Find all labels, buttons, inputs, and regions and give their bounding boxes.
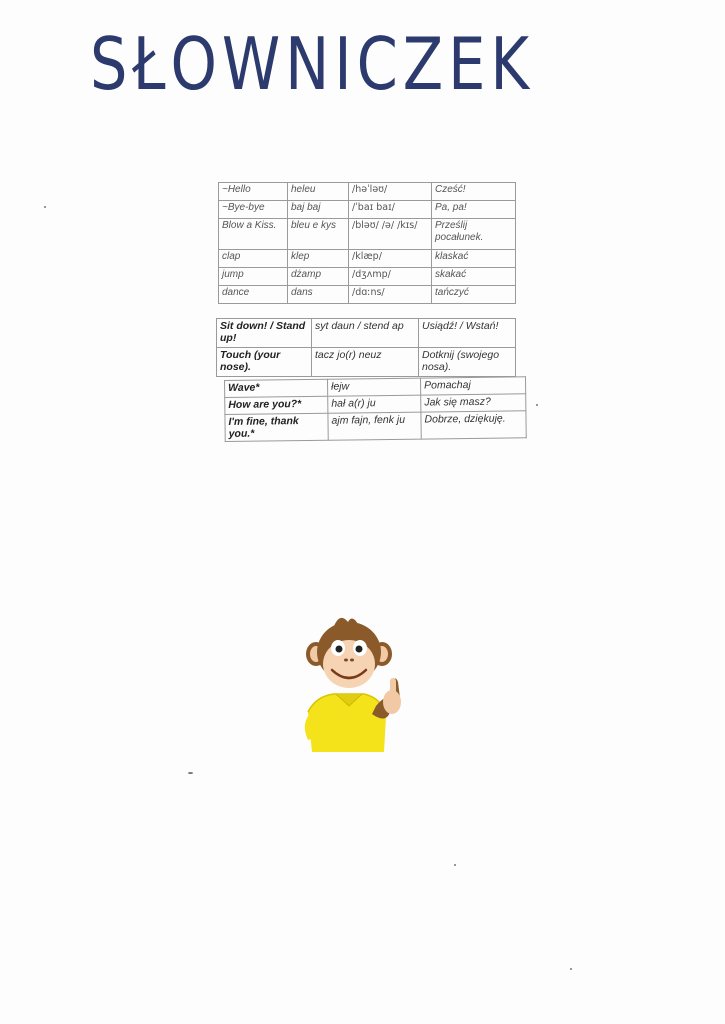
speck — [188, 772, 193, 774]
polish-cell: klaskać — [432, 250, 516, 268]
polish-cell: Dobrze, dziękuję. — [421, 411, 526, 439]
ipa-cell: /klæp/ — [349, 250, 432, 268]
table-row — [219, 268, 516, 286]
table-row — [219, 183, 516, 201]
ipa-cell: /dʒʌmp/ — [349, 268, 432, 286]
ipa-cell: /həˈləʊ/ — [349, 183, 432, 201]
english-cell: ~Bye-bye — [219, 201, 288, 219]
pronunciation-cell: baj baj — [288, 201, 349, 219]
pronunciation-cell: tacz jo(r) neuz — [312, 348, 419, 377]
english-cell: Sit down! / Stand up! — [217, 319, 312, 348]
english-cell: dance — [219, 286, 288, 304]
pronunciation-cell: klep — [288, 250, 349, 268]
monkey-mascot-icon — [286, 612, 412, 752]
polish-cell: Pa, pa! — [432, 201, 516, 219]
speck — [536, 404, 538, 406]
table-row — [219, 219, 516, 250]
polish-cell: tańczyć — [432, 286, 516, 304]
speck — [44, 206, 46, 208]
polish-cell: Cześć! — [432, 183, 516, 201]
ipa-cell: /ˈbaɪ baɪ/ — [349, 201, 432, 219]
table-row — [225, 411, 526, 442]
speck — [454, 864, 456, 866]
pronunciation-cell: hał a(r) ju — [328, 395, 421, 413]
polish-cell: Usiądź! / Wstań! — [419, 319, 516, 348]
english-cell: Blow a Kiss. — [219, 219, 288, 250]
page-title: SŁOWNICZEK — [90, 22, 534, 106]
speck — [570, 968, 572, 970]
ipa-cell: /dɑːns/ — [349, 286, 432, 304]
ipa-cell: /bləʊ/ /ə/ /kɪs/ — [349, 219, 432, 250]
vocabulary-table-commands — [216, 318, 516, 377]
english-cell: Wave* — [225, 379, 328, 397]
vocabulary-table-basic — [218, 182, 516, 304]
pronunciation-cell: bleu e kys — [288, 219, 349, 250]
pronunciation-cell: łejw — [327, 378, 420, 396]
pronunciation-cell: ajm fajn, fenk ju — [328, 412, 421, 440]
polish-cell: Pomachaj — [420, 377, 525, 395]
pronunciation-cell: syt daun / stend ap — [312, 319, 419, 348]
table-row — [217, 319, 516, 348]
vocabulary-table-phrases — [224, 376, 527, 442]
english-cell: jump — [219, 268, 288, 286]
polish-cell: Dotknij (swojego nosa). — [419, 348, 516, 377]
english-cell: ~Hello — [219, 183, 288, 201]
table-row — [217, 348, 516, 377]
polish-cell: Prześlij pocałunek. — [432, 219, 516, 250]
pronunciation-cell: heleu — [288, 183, 349, 201]
table-row — [219, 201, 516, 219]
pronunciation-cell: dżamp — [288, 268, 349, 286]
english-cell: How are you?* — [225, 396, 328, 414]
table-row — [219, 286, 516, 304]
table-row — [219, 250, 516, 268]
english-cell: Touch (your nose). — [217, 348, 312, 377]
polish-cell: Jak się masz? — [421, 394, 526, 412]
pronunciation-cell: dans — [288, 286, 349, 304]
english-cell: I'm fine, thank you.* — [225, 413, 328, 441]
polish-cell: skakać — [432, 268, 516, 286]
english-cell: clap — [219, 250, 288, 268]
